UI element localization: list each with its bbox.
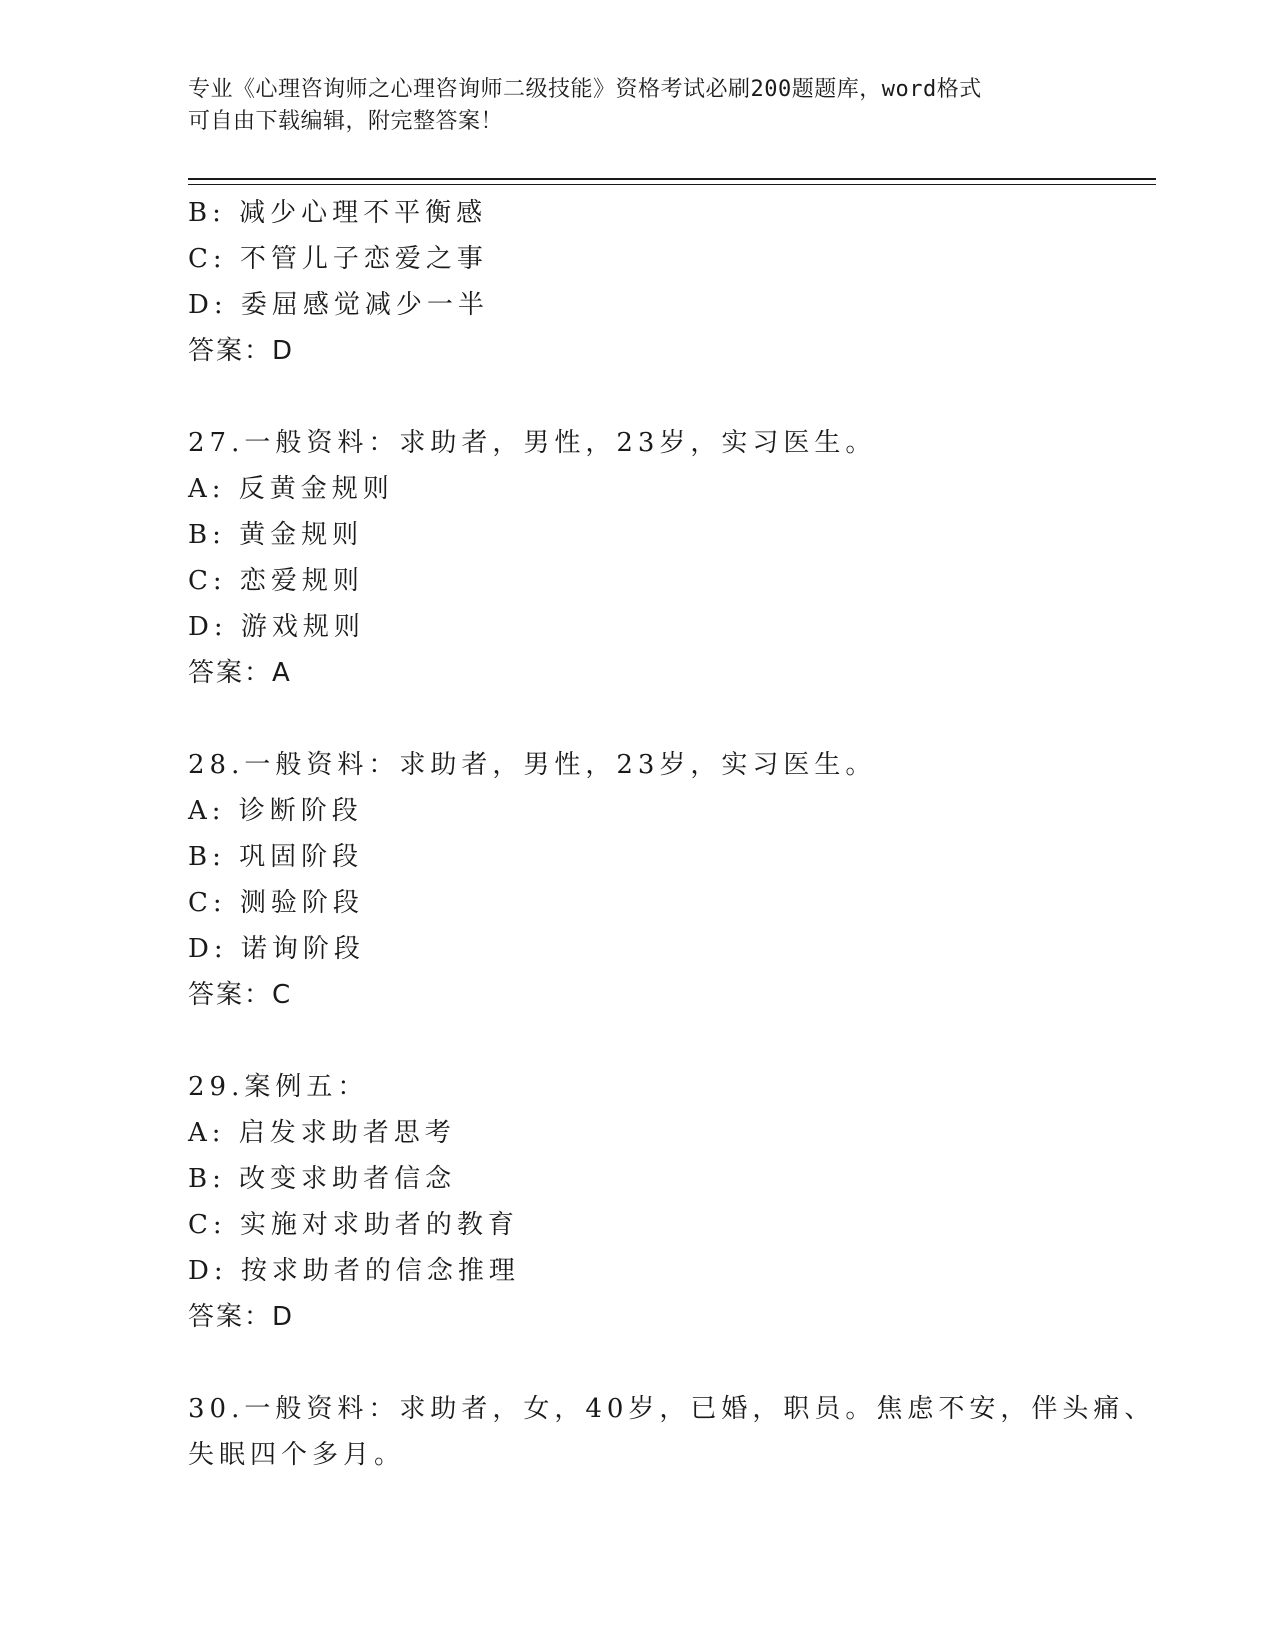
option-c: C: 恋爱规则 [188,566,364,596]
document-header [188,74,1088,138]
question-stem-line-1: 30.一般资料：求助者，女，40岁，已婚，职员。焦虑不安，伴头痛、 [188,1394,1156,1424]
option-d: D: 游戏规则 [188,612,365,642]
answer-line: 答案：C [188,980,293,1010]
question-28 [188,742,1088,1018]
option-d: D: 诺询阶段 [188,934,365,964]
question-29 [188,1064,1088,1340]
question-30 [188,1386,1156,1478]
option-c: C: 测验阶段 [188,888,364,918]
answer-line: 答案：D [188,1302,295,1332]
question-stem: 27.一般资料：求助者，男性，23岁，实习医生。 [188,428,877,458]
option-a: A: 反黄金规则 [188,474,394,504]
option-b: B: 巩固阶段 [188,842,364,872]
header-divider-thin [188,184,1156,185]
option-b: B: 减少心理不平衡感 [188,198,488,228]
question-stem: 28.一般资料：求助者，男性，23岁，实习医生。 [188,750,877,780]
header-line-2: 可自由下载编辑，附完整答案！ [188,109,504,134]
option-c: C: 不管儿子恋爱之事 [188,244,488,274]
option-d: D: 委屈感觉减少一半 [188,290,489,320]
option-c: C: 实施对求助者的教育 [188,1210,519,1240]
question-27 [188,420,1088,696]
question-stem: 29.案例五： [188,1072,369,1102]
answer-line: 答案：A [188,658,292,688]
option-b: B: 黄金规则 [188,520,364,550]
question-stem-line-2: 失眠四个多月。 [188,1440,406,1470]
option-a: A: 启发求助者思考 [188,1118,456,1148]
header-divider-thick [188,178,1156,180]
option-b: B: 改变求助者信念 [188,1164,457,1194]
question-list [188,190,1156,1478]
question-26-continued [188,190,1088,374]
answer-line: 答案：D [188,336,295,366]
option-a: A: 诊断阶段 [188,796,363,826]
option-d: D: 按求助者的信念推理 [188,1256,520,1286]
header-line-1: 专业《心理咨询师之心理咨询师二级技能》资格考试必刷200题题库，word格式 [188,77,982,102]
